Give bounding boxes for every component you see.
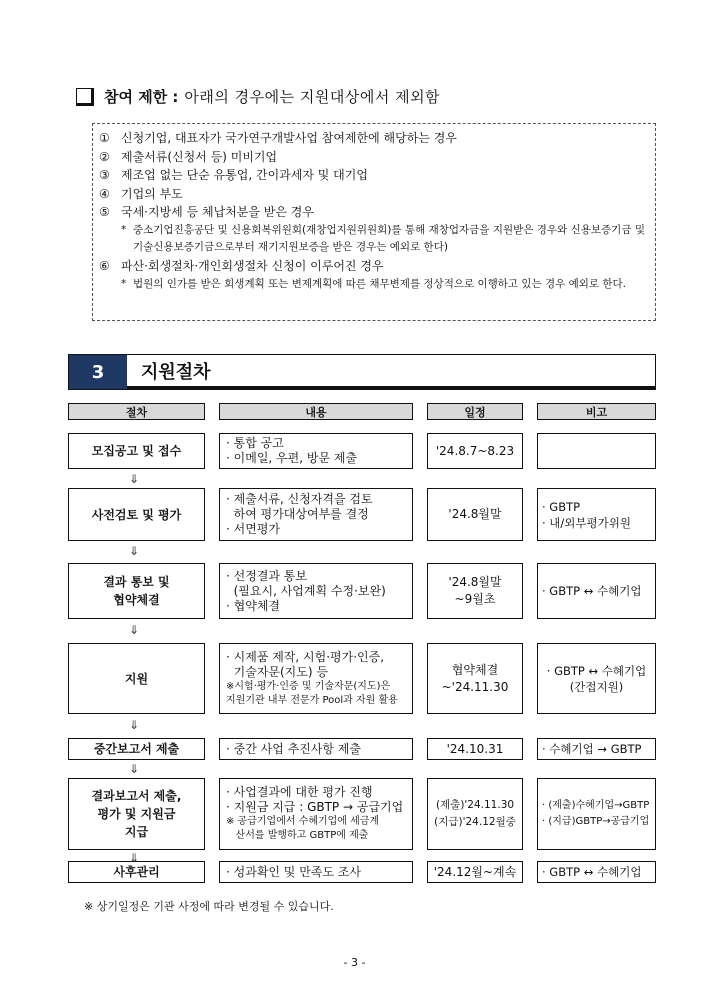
restriction-heading-text: 아래의 경우에는 지원대상에서 제외함 — [184, 88, 441, 106]
content-cell: · 중간 사업 추진사항 제출 — [219, 738, 413, 760]
section-title: 지원절차 — [127, 355, 655, 389]
note-cell: · 수혜기업 → GBTP — [537, 738, 656, 760]
content-cell: · 통합 공고 · 이메일, 우편, 방문 제출 — [219, 433, 413, 469]
schedule-cell: '24.12월~계속 — [427, 861, 523, 883]
down-arrow-icon: ⇓ — [129, 851, 140, 865]
column-header-stage: 절차 — [68, 403, 205, 420]
schedule-cell: '24.10.31 — [427, 738, 523, 760]
stage-cell: 결과 통보 및 협약체결 — [68, 563, 205, 619]
stage-cell: 사전검토 및 평가 — [68, 488, 205, 541]
note-cell — [537, 433, 656, 469]
list-item: ⑤ 국세·지방세 등 체납처분을 받은 경우 — [99, 205, 314, 220]
list-note: * 법원의 인가를 받은 회생계획 또는 변제계획에 따른 채무변제를 정상적으로 이행하고 있는 경우 예외로 한다. — [121, 277, 627, 290]
content-cell: · 사업결과에 대한 평가 진행 · 지원금 지급 : GBTP → 공급기업 ※ 공급기업에서 수혜기업에 세금계 산서를 발행하고 GBTP에 제출 — [219, 778, 413, 850]
down-arrow-icon: ⇓ — [129, 762, 140, 776]
down-arrow-icon: ⇓ — [129, 472, 140, 486]
content-cell: · 시제품 제작, 시험·평가·인증, 기술자문(지도) 등 ※시험·평가·인증 및 기술자문(지도)은 지원기관 내부 전문가 Pool과 자원 활용 — [219, 643, 413, 714]
stage-cell: 사후관리 — [68, 861, 205, 883]
note-cell: · GBTP ↔ 수혜기업 — [537, 861, 656, 883]
down-arrow-icon: ⇓ — [129, 623, 140, 637]
schedule-cell: '24.8월말 ~9월초 — [427, 563, 523, 619]
content-cell: · 제출서류, 신청자격을 검토 하여 평가대상여부를 결정 · 서면평가 — [219, 488, 413, 541]
note-cell: · GBTP · 내/외부평가위원 — [537, 488, 656, 541]
note-cell: · GBTP ↔ 수혜기업 (간접지원) — [537, 643, 656, 714]
note-cell: · GBTP ↔ 수혜기업 — [537, 563, 656, 619]
column-header-content: 내용 — [219, 403, 413, 420]
list-item: ③ 제조업 없는 단순 유통업, 간이과세자 및 대기업 — [99, 168, 368, 183]
restriction-box — [92, 123, 656, 321]
list-item: ④ 기업의 부도 — [99, 186, 183, 201]
note-cell: · (제출)수혜기업→GBTP · (지급)GBTP→공급기업 — [537, 778, 656, 850]
section-banner — [68, 354, 656, 390]
checkbox-square-icon — [76, 88, 94, 106]
content-cell: · 성과확인 및 만족도 조사 — [219, 861, 413, 883]
footnote: ※ 상기일정은 기관 사정에 따라 변경될 수 있습니다. — [84, 900, 334, 913]
column-header-note: 비고 — [537, 403, 656, 420]
stage-cell: 모집공고 및 접수 — [68, 433, 205, 469]
schedule-cell: (제출)'24.11.30 (지급)'24.12월중 — [427, 778, 523, 850]
list-item: ② 제출서류(신청서 등) 미비기업 — [99, 149, 278, 164]
page-number: - 3 - — [343, 956, 366, 969]
restriction-heading-label: 참여 제한 : — [104, 88, 179, 106]
schedule-cell: 협약체결 ~'24.11.30 — [427, 643, 523, 714]
section-number: 3 — [69, 355, 127, 389]
column-header-schedule: 일정 — [427, 403, 523, 420]
list-note: * 중소기업진흥공단 및 신용회복위원회(재창업지원위원회)를 통해 재창업자금을 지원받은 경우와 신용보증기금 및 기술신용보증기금으로부터 재기지원보증을 받은 경우는 예외로 한다) — [121, 223, 645, 254]
content-cell: · 선정결과 통보 (필요시, 사업계획 수정·보완) · 협약체결 — [219, 563, 413, 619]
schedule-cell: '24.8.7~8.23 — [427, 433, 523, 469]
stage-cell: 중간보고서 제출 — [68, 738, 205, 760]
stage-cell: 지원 — [68, 643, 205, 714]
list-item: ⑥ 파산·회생절차·개인회생절차 신청이 이루어진 경우 — [99, 258, 384, 273]
schedule-cell: '24.8월말 — [427, 488, 523, 541]
restriction-heading — [76, 86, 440, 107]
stage-cell: 결과보고서 제출, 평가 및 지원금 지급 — [68, 778, 205, 850]
down-arrow-icon: ⇓ — [129, 544, 140, 558]
list-item: ① 신청기업, 대표자가 국가연구개발사업 참여제한에 해당하는 경우 — [99, 131, 457, 145]
down-arrow-icon: ⇓ — [129, 718, 140, 732]
